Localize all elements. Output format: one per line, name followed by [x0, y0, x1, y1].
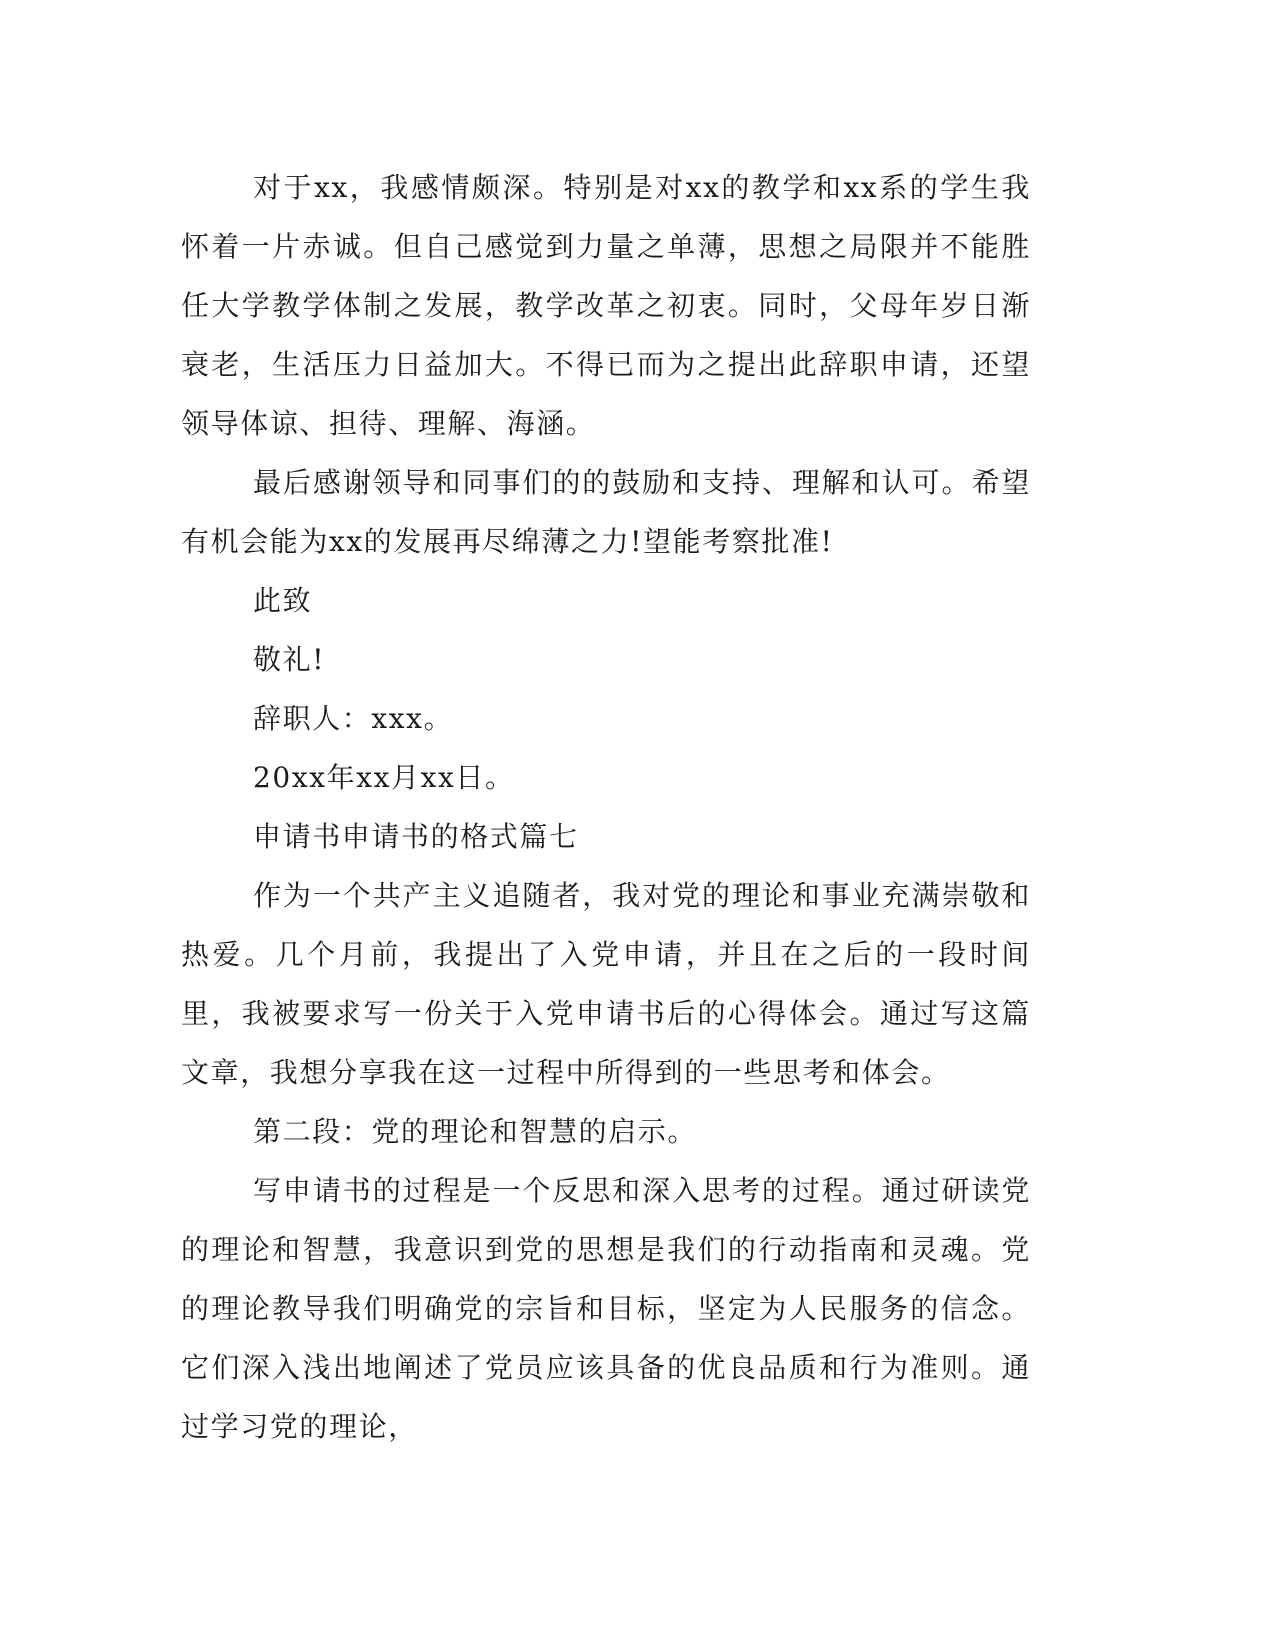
signature-line: 辞职人：xxx。	[253, 702, 454, 735]
subheading-second-section: 第二段：党的理论和智慧的启示。	[253, 1115, 698, 1148]
salutation-cizhi: 此致	[253, 584, 313, 617]
paragraph-closing-thanks: 最后感谢领导和同事们的的鼓励和支持、理解和认可。希望有机会能为xx的发展再尽绵薄之力!望能考察批准!	[181, 466, 1031, 558]
salutation-jingli: 敬礼!	[253, 643, 326, 676]
paragraph-resignation-reason: 对于xx，我感情颇深。特别是对xx的教学和xx系的学生我怀着一片赤诚。但自己感觉到力量之单薄，思想之局限并不能胜任大学教学体制之发展，教学改革之初衷。同时，父母年岁日渐衰老，生活压力日益加大。不得已而为之提出此辞职申请，还望领导体谅、担待、理解、海涵。	[181, 171, 1031, 440]
date-line: 20xx年xx月xx日。	[253, 761, 515, 794]
paragraph-intro: 作为一个共产主义追随者，我对党的理论和事业充满崇敬和热爱。几个月前，我提出了入党申请，并且在之后的一段时间里，我被要求写一份关于入党申请书后的心得体会。通过写这篇文章，我想分享我在这一过程中所得到的一些思考和体会。	[181, 879, 1031, 1089]
paragraph-theory-reflection: 写申请书的过程是一个反思和深入思考的过程。通过研读党的理论和智慧，我意识到党的思想是我们的行动指南和灵魂。党的理论教导我们明确党的宗旨和目标，坚定为人民服务的信念。它们深入浅出地阐述了党员应该具备的优良品质和行为准则。通过学习党的理论，	[181, 1174, 1031, 1443]
document-body	[181, 158, 1031, 1456]
section-heading: 申请书申请书的格式篇七	[253, 820, 579, 853]
